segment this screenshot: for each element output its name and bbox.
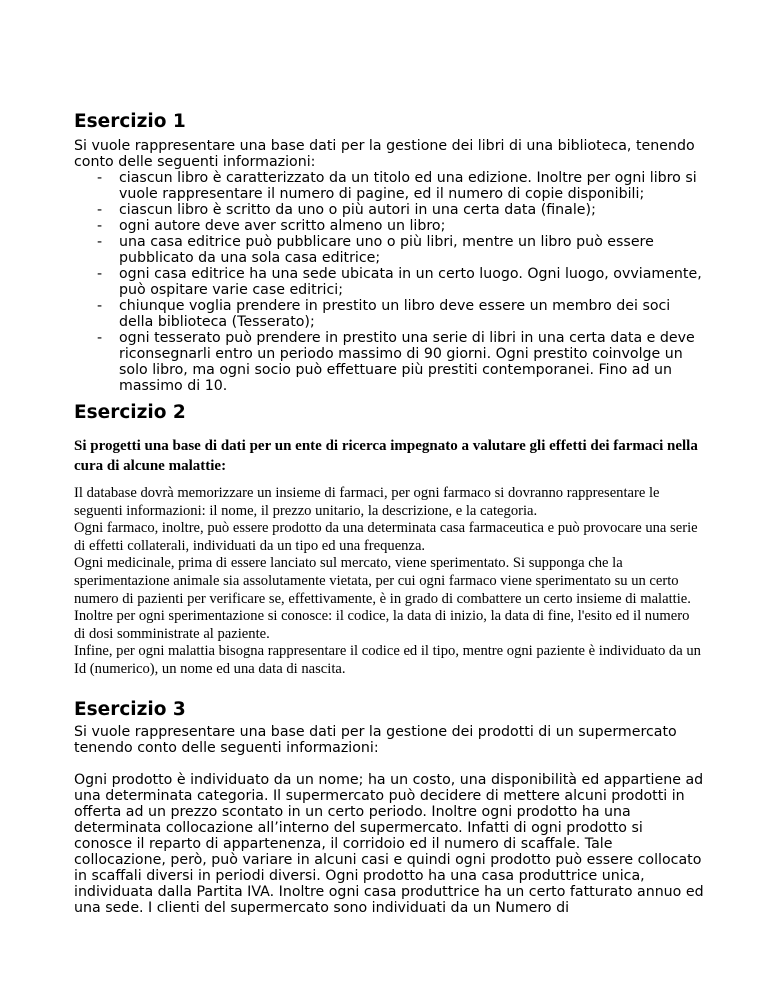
list-item: - ciascun libro è caratterizzato da un titolo ed una edizione. Inoltre per ogni libro si vuole rappresentare il numero di pagine, ed il numero di copie disponibili; bbox=[97, 170, 697, 202]
list-item: - una casa editrice può pubblicare uno o più libri, mentre un libro può essere pubblicato da una sola casa editrice; bbox=[97, 234, 654, 266]
exercise-2 bbox=[74, 402, 704, 679]
exercise-1-title: Esercizio 1 bbox=[74, 111, 186, 132]
dash-bullet: - bbox=[97, 234, 103, 250]
exercise-3 bbox=[74, 699, 704, 916]
exercise-1-list bbox=[74, 170, 704, 394]
dash-bullet: - bbox=[97, 298, 103, 314]
exercise-3-body: Ogni prodotto è individuato da un nome; ha un costo, una disponibilità ed appartiene ad una determinata categoria. Il supermercato può decidere di mettere alcuni prodotti in offerta ad un prezzo scontato in un certo periodo. Inoltre ogni prodotto ha una determinata collocazione all’interno del supermercato. Infatti di ogni prodotto si conosce il reparto di appartenenza, il corridoio ed il numero di scaffale. Tale collocazione, però, può variare in alcuni casi e quindi ogni prodotto può essere collocato in scaffali diversi in periodi diversi. Ogni prodotto ha una casa produttrice unica, individuata dalla Partita IVA. Inoltre ogni casa produttrice ha un certo fatturato annuo ed una sede. I clienti del supermercato sono individuati da un Numero di bbox=[74, 772, 704, 916]
exercise-3-title: Esercizio 3 bbox=[74, 699, 186, 720]
paragraph: Ogni medicinale, prima di essere lanciato sul mercato, viene sperimentato. Si supponga che la sperimentazione animale sia assolutamente vietata, per cui ogni farmaco viene sperimentato su un certo numero di pazienti per verificare se, effettivamente, è in grado di combattere un certo insieme di malattie. Inoltre per ogni sperimentazione si conosce: il codice, la data di inizio, la data di fine, l'esito ed il numero di dosi somministrate al paziente. bbox=[74, 555, 691, 642]
exercise-2-body bbox=[74, 485, 704, 679]
list-item: - ciascun libro è scritto da uno o più autori in una certa data (finale); bbox=[97, 202, 596, 218]
list-item: - chiunque voglia prendere in prestito un libro deve essere un membro dei soci della biblioteca (Tesserato); bbox=[97, 298, 671, 330]
list-item: - ogni autore deve aver scritto almeno un libro; bbox=[97, 218, 446, 234]
dash-bullet: - bbox=[97, 170, 103, 186]
exercise-2-title: Esercizio 2 bbox=[74, 402, 186, 423]
dash-bullet: - bbox=[97, 330, 103, 346]
exercise-3-intro: Si vuole rappresentare una base dati per la gestione dei prodotti di un supermercato tenendo conto delle seguenti informazioni: bbox=[74, 724, 677, 756]
paragraph: Il database dovrà memorizzare un insieme di farmaci, per ogni farmaco si dovranno rappresentare le seguenti informazioni: il nome, il prezzo unitario, la descrizione, e la categoria. bbox=[74, 485, 660, 519]
list-item: - ogni casa editrice ha una sede ubicata in un certo luogo. Ogni luogo, ovviamente, può ospitare varie case editrici; bbox=[97, 266, 702, 298]
exercise-1 bbox=[74, 111, 704, 394]
list-item: - ogni tesserato può prendere in prestito una serie di libri in una certa data e deve riconsegnarli entro un periodo massimo di 90 giorni. Ogni prestito coinvolge un solo libro, ma ogni socio può effettuare più prestiti contemporanei. Fino ad un massimo di 10. bbox=[97, 330, 695, 394]
exercise-1-intro: Si vuole rappresentare una base dati per la gestione dei libri di una biblioteca, tenendo conto delle seguenti informazioni: bbox=[74, 138, 695, 170]
paragraph: Ogni farmaco, inoltre, può essere prodotto da una determinata casa farmaceutica e può provocare una serie di effetti collaterali, individuati da un tipo ed una frequenza. bbox=[74, 520, 698, 554]
dash-bullet: - bbox=[97, 218, 103, 234]
paragraph: Infine, per ogni malattia bisogna rappresentare il codice ed il tipo, mentre ogni paziente è individuato da un Id (numerico), un nome ed una data di nascita. bbox=[74, 643, 701, 677]
exercise-2-lead: Si progetti una base di dati per un ente di ricerca impegnato a valutare gli effetti dei farmaci nella cura di alcune malattie: bbox=[74, 438, 698, 474]
dash-bullet: - bbox=[97, 266, 103, 282]
dash-bullet: - bbox=[97, 202, 103, 218]
